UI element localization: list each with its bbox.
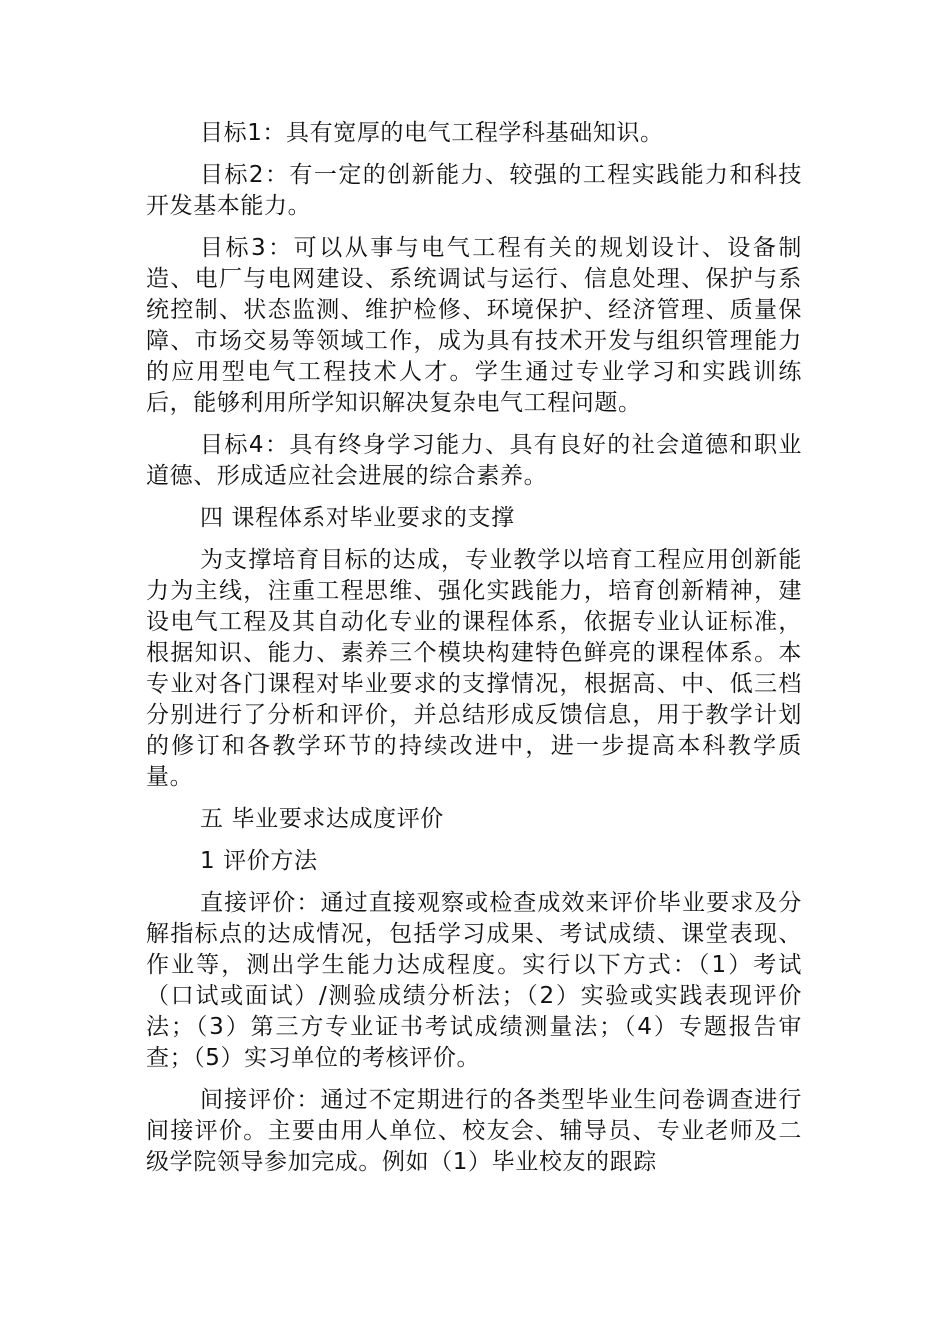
paragraph-indirect-evaluation: 间接评价：通过不定期进行的各类型毕业生问卷调查进行间接评价。主要由用人单位、校友会、辅导员、专业老师及二级学院领导参加完成。例如（1）毕业校友的跟踪 xyxy=(146,1087,802,1175)
paragraph-goal-3: 目标3：可以从事与电气工程有关的规划设计、设备制造、电厂与电网建设、系统调试与运行、信息处理、保护与系统控制、状态监测、维护检修、环境保护、经济管理、质量保障、市场交易等领域工作，成为具有技术开发与组织管理能力的应用型电气工程技术人才。学生通过专业学习和实践训练后，能够利用所学知识解决复杂电气工程问题。 xyxy=(146,235,802,416)
paragraph-goal-2: 目标2：有一定的创新能力、较强的工程实践能力和科技开发基本能力。 xyxy=(146,162,802,219)
paragraph-goal-4: 目标4：具有终身学习能力、具有良好的社会道德和职业道德、形成适应社会进展的综合素养。 xyxy=(146,432,802,489)
paragraph-goal-1: 目标1：具有宽厚的电气工程学科基础知识。 xyxy=(200,120,664,146)
section-heading-5: 五 毕业要求达成度评价 xyxy=(200,806,444,832)
section-heading-4: 四 课程体系对毕业要求的支撑 xyxy=(200,505,515,531)
paragraph-curriculum-support: 为支撑培育目标的达成，专业教学以培育工程应用创新能力为主线，注重工程思维、强化实践能力，培育创新精神，建设电气工程及其自动化专业的课程体系，依据专业认证标准，根据知识、能力、素养三个模块构建特色鲜亮的课程体系。本专业对各门课程对毕业要求的支撑情况，根据高、中、低三档分别进行了分析和评价，并总结形成反馈信息，用于教学计划的修订和各教学环节的持续改进中，进一步提高本科教学质量。 xyxy=(146,547,802,790)
document-body xyxy=(146,118,802,1189)
paragraph-direct-evaluation: 直接评价：通过直接观察或检查成效来评价毕业要求及分解指标点的达成情况，包括学习成果、考试成绩、课堂表现、作业等，测出学生能力达成程度。实行以下方式：（1）考试（口试或面试）/测验成绩分析法；（2）实验或实践表现评价法；（3）第三方专业证书考试成绩测量法；（4）专题报告审查；（5）实习单位的考核评价。 xyxy=(146,890,802,1071)
subsection-heading-1: 1 评价方法 xyxy=(200,848,318,874)
